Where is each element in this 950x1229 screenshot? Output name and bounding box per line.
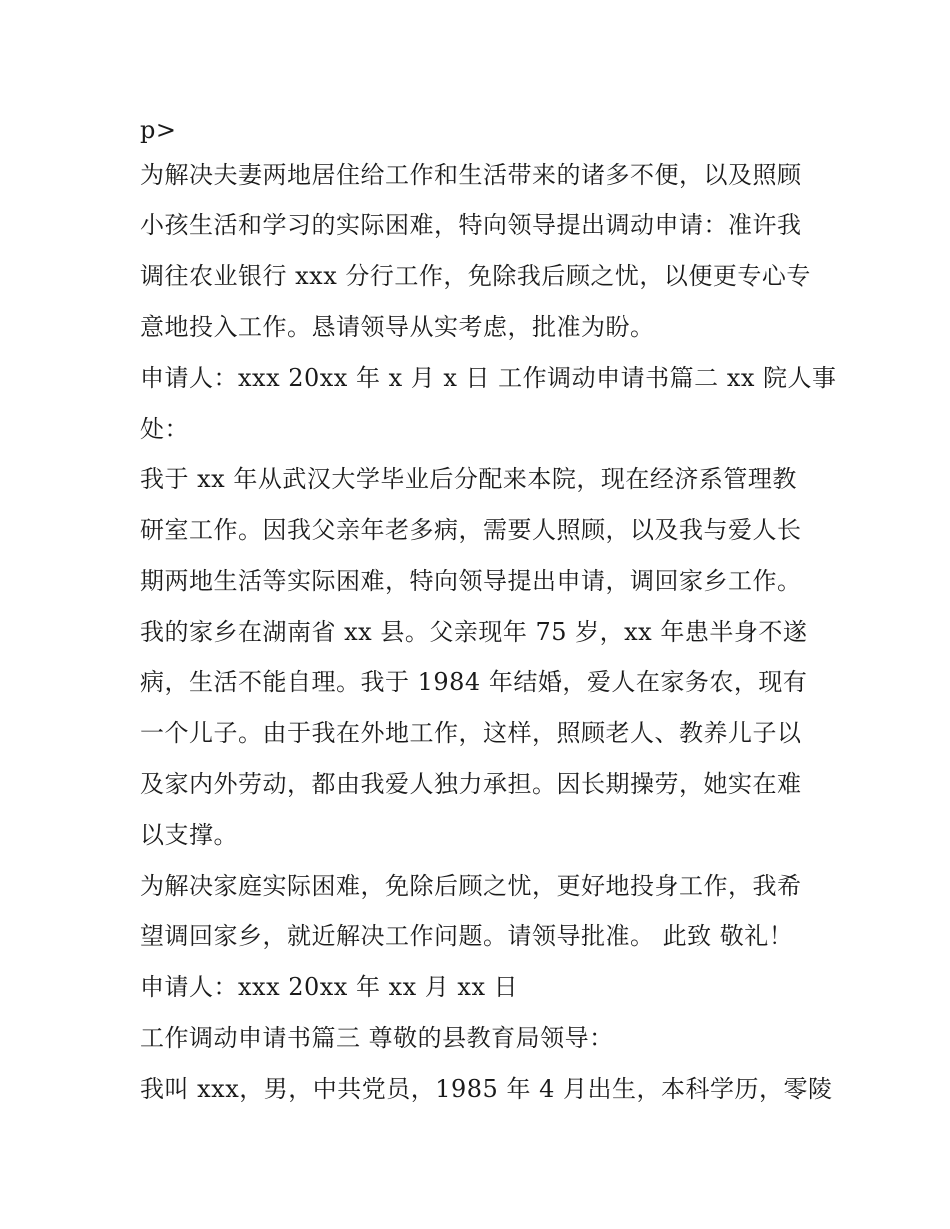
text-line: 意地投入工作。恳请领导从实考虑，批准为盼。 bbox=[140, 313, 655, 341]
text-line: 以支撑。 bbox=[140, 821, 238, 849]
text-line: 调往农业银行 xxx 分行工作，免除我后顾之忧，以便更专心专 bbox=[140, 262, 811, 290]
text-line: 研室工作。因我父亲年老多病，需要人照顾，以及我与爱人长 bbox=[140, 516, 802, 544]
text-line: 望调回家乡，就近解决工作问题。请领导批准。 此致 敬礼！ bbox=[140, 922, 794, 950]
text-line: 申请人：xxx 20xx 年 xx 月 xx 日 bbox=[140, 973, 519, 1001]
text-line: 处： bbox=[140, 415, 189, 443]
text-line: 小孩生活和学习的实际困难，特向领导提出调动申请：准许我 bbox=[140, 211, 802, 239]
text-line: 工作调动申请书篇三 尊敬的县教育局领导： bbox=[140, 1024, 614, 1052]
text-line: 一个儿子。由于我在外地工作，这样，照顾老人、教养儿子以 bbox=[140, 719, 802, 747]
text-line: 为解决夫妻两地居住给工作和生活带来的诸多不便，以及照顾 bbox=[140, 161, 802, 189]
text-line: 及家内外劳动，都由我爱人独力承担。因长期操劳，她实在难 bbox=[140, 770, 802, 798]
text-line: 病，生活不能自理。我于 1984 年结婚，爱人在家务农，现有 bbox=[140, 668, 808, 696]
text-line: 我的家乡在湖南省 xx 县。父亲现年 75 岁，xx 年患半身不遂 bbox=[140, 618, 808, 646]
text-line: 期两地生活等实际困难，特向领导提出申请，调回家乡工作。 bbox=[140, 567, 802, 595]
text-line: 为解决家庭实际困难，免除后顾之忧，更好地投身工作，我希 bbox=[140, 872, 802, 900]
text-line: 我叫 xxx，男，中共党员，1985 年 4 月出生，本科学历，零陵 bbox=[140, 1075, 833, 1103]
text-line-fragment: p> bbox=[140, 116, 177, 144]
text-line: 我于 xx 年从武汉大学毕业后分配来本院，现在经济系管理教 bbox=[140, 465, 797, 493]
text-line: 申请人：xxx 20xx 年 x 月 x 日 工作调动申请书篇二 xx 院人事 bbox=[140, 364, 837, 392]
